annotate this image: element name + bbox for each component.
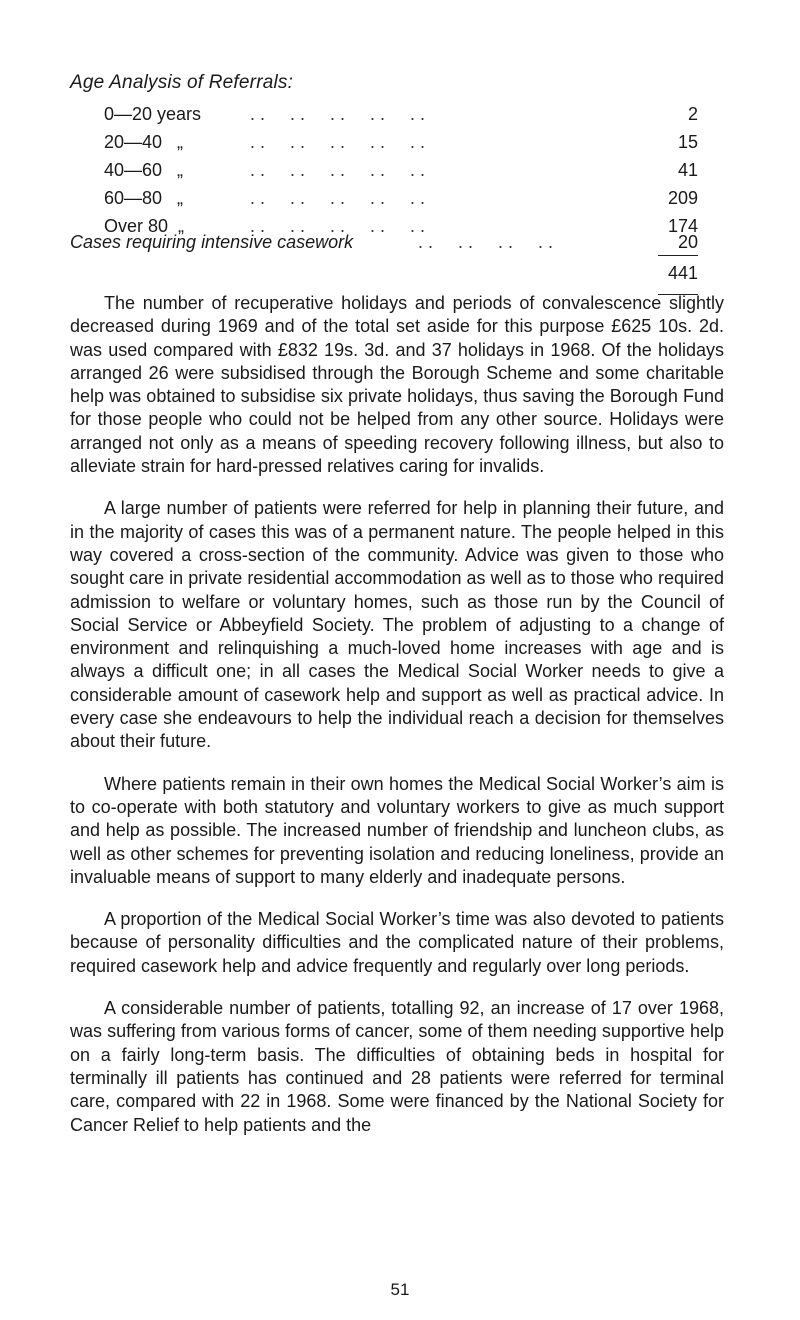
intensive-casework-label: Cases requiring intensive casework	[70, 232, 354, 252]
age-row	[104, 132, 698, 160]
body-text	[70, 292, 724, 1156]
leader-dots: . . . . . . . . . .	[250, 104, 426, 124]
intensive-casework-count: 20	[677, 232, 698, 252]
age-range-label: 20—40 „	[104, 132, 184, 152]
age-count: 2	[687, 104, 698, 124]
age-range-label: 0—20 years	[104, 104, 202, 124]
total-count: 441	[667, 263, 698, 283]
age-row	[104, 104, 698, 132]
paragraph-home-support: Where patients remain in their own homes the Medical Social Worker’s aim is to co-operate with both statutory and voluntary workers to give as much support and help as possible. The increased number of friendship and luncheon clubs, as well as other schemes for preventing isolation and reducing loneliness, provide an invaluable means of support to many elderly and inadequate persons.	[70, 773, 724, 887]
age-count: 174	[667, 216, 698, 236]
age-analysis-table	[104, 104, 698, 283]
leader-dots: . . . . . . . . . .	[250, 160, 426, 180]
leader-dots: . . . . . . . . . .	[250, 216, 426, 236]
age-row	[104, 188, 698, 216]
age-analysis-heading: Age Analysis of Referrals:	[70, 72, 294, 93]
age-count: 209	[667, 188, 698, 208]
age-range-label: 60—80 „	[104, 188, 184, 208]
leader-dots: . . . . . . . .	[418, 232, 554, 252]
age-range-label: 40—60 „	[104, 160, 184, 180]
leader-dots: . . . . . . . . . .	[250, 132, 426, 152]
paragraph-cancer-patients: A considerable number of patients, totalling 92, an increase of 17 over 1968, was suffering from various forms of cancer, some of them needing supportive help on a fairly long-term basis. The difficulties of obtaining beds in hospital for terminally ill patients has continued and 28 patients were referred for terminal care, compared with 22 in 1968. Some were financed by the National Society for Cancer Relief to help patients and the	[70, 998, 724, 1135]
paragraph-personality-difficulties: A proportion of the Medical Social Worker’s time was also devoted to patients because of personality difficulties and the complicated nature of their problems, required casework help and advice frequently and regularly over long periods.	[70, 909, 724, 976]
paragraph-planning-future: A large number of patients were referred for help in planning their future, and in the majority of cases this was of a permanent nature. The people helped in this way covered a cross-section of the community. Advice was given to those who sought care in private residential accommodation as well as to those who required admission to welfare or voluntary homes, such as those run by the Council of Social Service or Abbeyfield Society. The problem of adjusting to a change of environment and relinquishing a much-loved home increases with age and is always a difficult one; in all cases the Medical Social Worker needs to give a considerable amount of casework help and support as well as practical advice. In every case she endeavours to help the individual reach a decision for themselves about their future.	[70, 498, 724, 752]
age-row	[104, 160, 698, 188]
paragraph-holidays: The number of recuperative holidays and periods of convalescence slightly decreased during 1969 and of the total set aside for this purpose £625 10s. 2d. was used compared with £832 19s. 3d. and 37 holidays in 1968. Of the holidays arranged 26 were subsidised through the Borough Scheme and some charitable help was obtained to subsidise six private holidays, thus saving the Borough Fund for those people who could not be helped from any other source. Holidays were arranged not only as a means of speeding recovery following illness, but also to alleviate strain for hard-pressed relatives caring for invalids.	[70, 293, 724, 477]
intensive-casework-row	[70, 232, 698, 258]
leader-dots: . . . . . . . . . .	[250, 188, 426, 208]
age-range-label: Over 80 „	[104, 216, 185, 236]
age-count: 41	[677, 160, 698, 180]
age-count: 15	[677, 132, 698, 152]
page-number: 51	[390, 1280, 410, 1299]
